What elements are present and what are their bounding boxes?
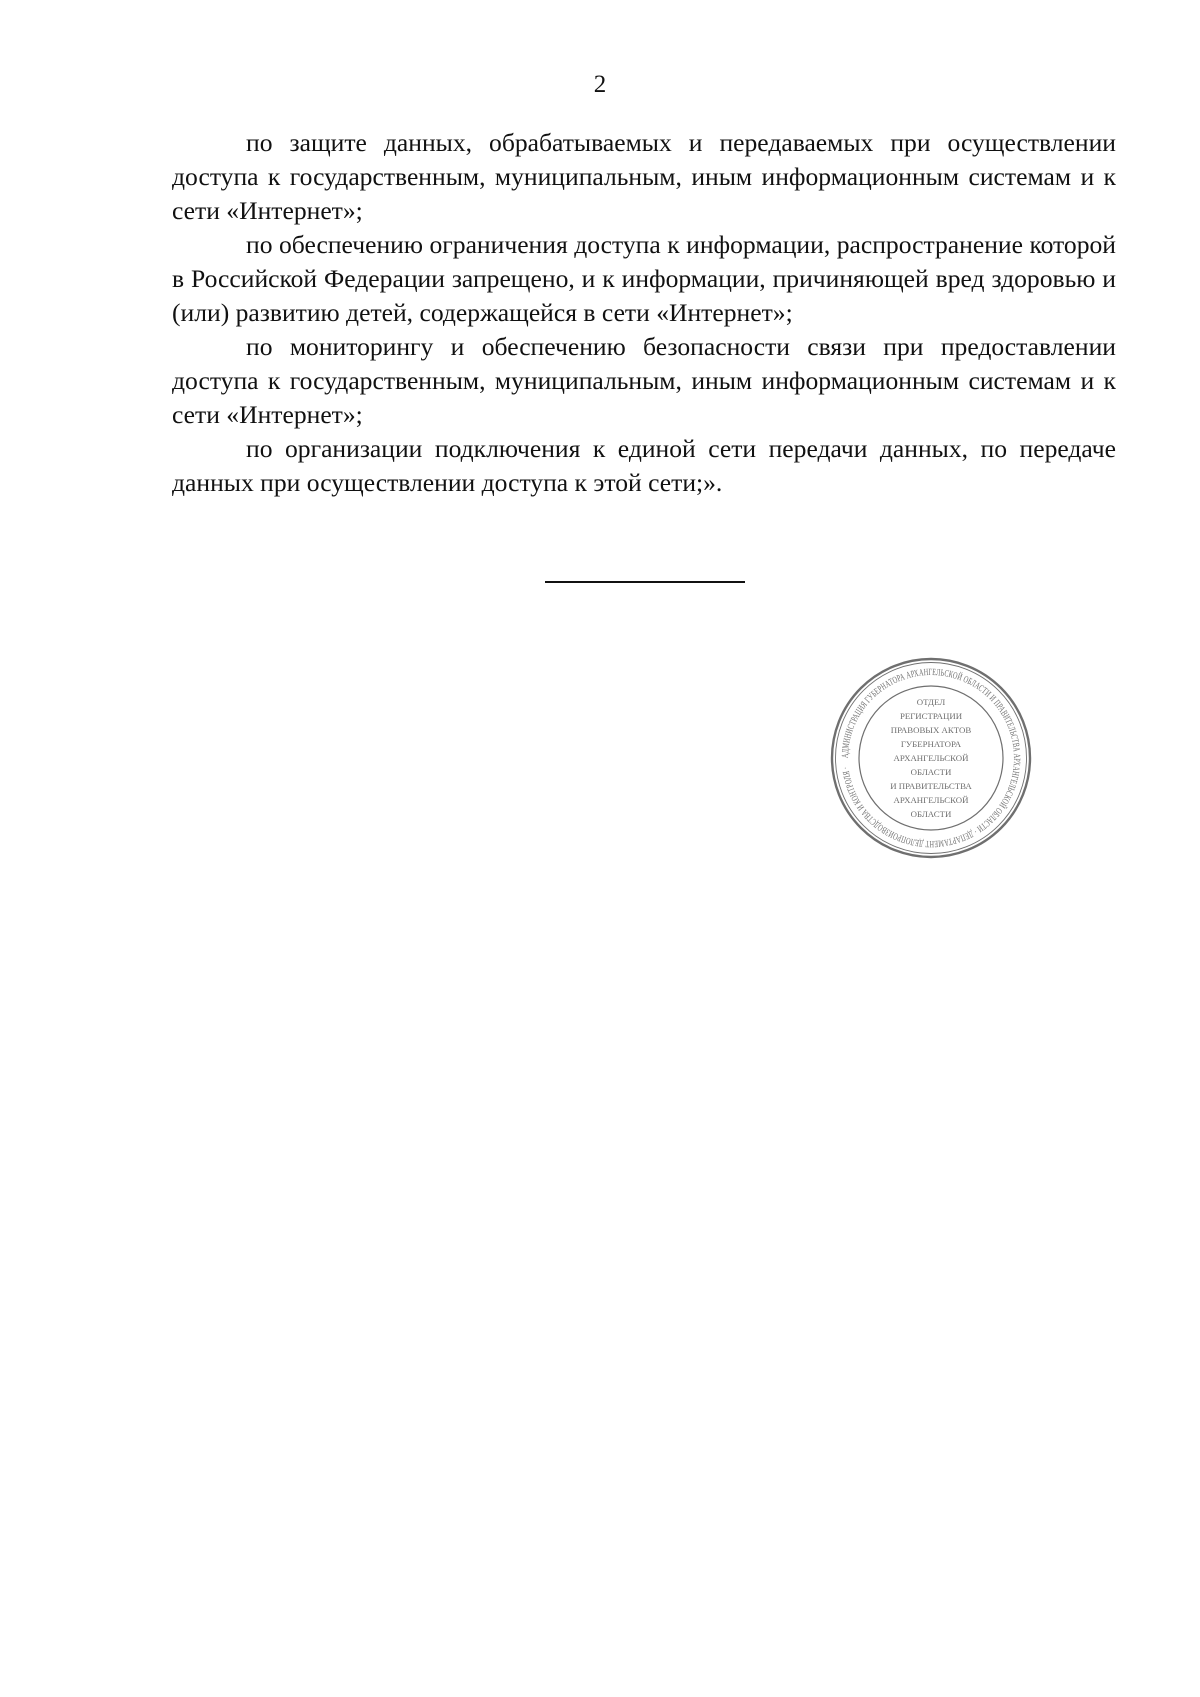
paragraph-data-protection: по защите данных, обрабатываемых и передаваемых при осуществлении доступа к государственным, муниципальным, иным информационным системам и к сети «Интернет»; — [172, 128, 1116, 225]
paragraph-access-restriction: по обеспечению ограничения доступа к информации, распространение которой в Российской Федерации запрещено, и к информации, причиняющей вред здоровью и (или) развитию детей, содержащейся в сети «Интернет»; — [172, 230, 1116, 327]
seal-ring-text: АДМИНИСТРАЦИЯ ГУБЕРНАТОРА АРХАНГЕЛЬСКОЙ ОБЛАСТИ И ПРАВИТЕЛЬСТВА АРХАНГЕЛЬСКОЙ ОБЛАСТИ · ДЕПАРТАМЕНТ ДЕЛОПРОИЗВОДСТВА И КОНТРОЛЯ · — [839, 666, 1023, 850]
seal-line: ПРАВОВЫХ АКТОВ — [890, 725, 972, 735]
paragraph-network-connection: по организации подключения к единой сети передачи данных, по передаче данных при осуществлении доступа к этой сети;». — [172, 434, 1116, 497]
seal-graphic — [829, 656, 1033, 860]
seal-line: И ПРАВИТЕЛЬСТВА — [890, 781, 972, 791]
page-number: 2 — [593, 71, 607, 98]
seal-line: РЕГИСТРАЦИИ — [899, 711, 963, 721]
seal-line: ОБЛАСТИ — [910, 767, 952, 777]
document-body — [172, 126, 1116, 500]
seal-line: АРХАНГЕЛЬСКОЙ — [893, 753, 969, 763]
seal-line: ОБЛАСТИ — [910, 809, 952, 819]
seal-line: ГУБЕРНАТОРА — [900, 739, 962, 749]
official-seal — [829, 656, 1033, 860]
closing-rule — [545, 581, 745, 583]
seal-center-text — [890, 697, 972, 819]
seal-line: АРХАНГЕЛЬСКОЙ — [893, 795, 969, 805]
paragraph-communication-security: по мониторингу и обеспечению безопасности связи при предоставлении доступа к государственным, муниципальным, иным информационным системам и к сети «Интернет»; — [172, 332, 1116, 429]
seal-line: ОТДЕЛ — [916, 697, 946, 707]
